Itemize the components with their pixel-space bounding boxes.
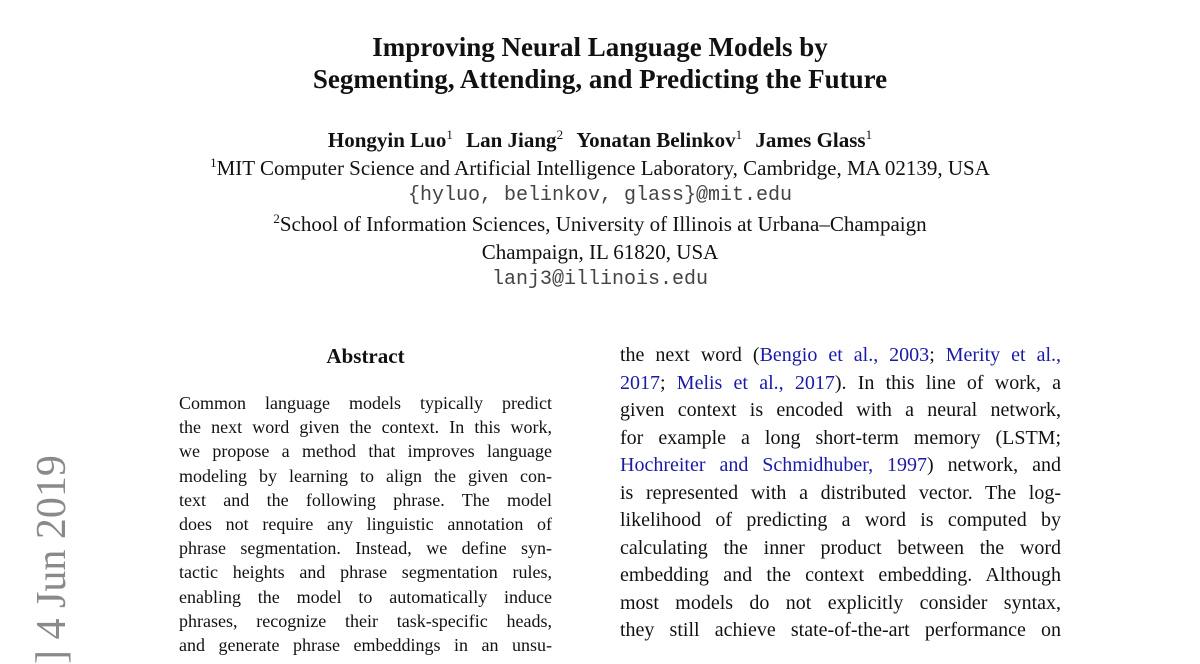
- citation-link[interactable]: Merity et al.,: [945, 344, 1062, 366]
- body-line: embedding and the context embedding. Although: [620, 564, 1061, 586]
- affiliation-2-city: Champaign, IL 61820, USA: [481, 240, 719, 264]
- author-block: [0, 126, 1200, 294]
- abstract-line: enabling the model to automatically induce: [179, 586, 552, 607]
- paper-title: [0, 31, 1200, 95]
- title-line-1: Improving Neural Language Models by: [372, 32, 828, 62]
- body-line: given context is encoded with a neural network,: [620, 399, 1061, 421]
- abstract-line: Common language models typically predict: [179, 393, 552, 413]
- body-line: the next word (Bengio et al., 2003; Merity et al.,: [620, 344, 1062, 366]
- email-1[interactable]: {hyluo, belinkov, glass}@mit.edu: [407, 184, 793, 207]
- affiliation-2: $^2$School of Information Sciences, University of Illinois at Urbana–Champaign: [273, 211, 927, 236]
- body-line: they still achieve state-of-the-art performance on: [620, 619, 1061, 641]
- email-2[interactable]: lanj3@illinois.edu: [491, 268, 709, 291]
- author: Hongyin Luo$^1$: [327, 127, 453, 152]
- abstract-line: phrases, recognize their task-specific heads,: [179, 610, 552, 631]
- abstract-line: text and the following phrase. The model: [179, 489, 552, 510]
- body-line: most models do not explicitly consider syntax,: [620, 591, 1061, 614]
- abstract-line: and generate phrase embeddings in an unsu-: [179, 635, 552, 656]
- body-line: is represented with a distributed vector. The log-: [620, 481, 1061, 504]
- abstract-line: phrase segmentation. Instead, we define syn-: [179, 538, 552, 559]
- intro-text: [620, 342, 1061, 645]
- abstract-heading: Abstract: [326, 344, 405, 368]
- arxiv-stamp: ] 4 Jun 2019: [29, 455, 75, 664]
- abstract-body: [179, 391, 552, 657]
- abstract-line: modeling by learning to align the given con-: [179, 465, 552, 486]
- citation-link[interactable]: Hochreiter and Schmidhuber, 1997: [620, 454, 928, 476]
- title-line-2: Segmenting, Attending, and Predicting the Future: [312, 64, 888, 94]
- affiliation-1: $^1$MIT Computer Science and Artificial Intelligence Laboratory, Cambridge, MA 02139, USA: [210, 155, 990, 180]
- body-line: likelihood of predicting a word is computed by: [620, 509, 1061, 531]
- abstract-line: tactic heights and phrase segmentation rules,: [179, 562, 552, 583]
- abstract-line: the next word given the context. In this work,: [179, 417, 552, 438]
- author-names: [0, 126, 1200, 154]
- citation-link[interactable]: 2017: [620, 371, 660, 394]
- body-line: 2017; Melis et al., 2017). In this line of work, a: [620, 371, 1061, 394]
- citation-link[interactable]: Melis et al., 2017: [676, 371, 835, 394]
- abstract-line: does not require any linguistic annotation of: [179, 514, 552, 535]
- author: James Glass$^1$: [755, 127, 873, 152]
- citation-link[interactable]: Bengio et al., 2003: [759, 344, 930, 366]
- body-line: calculating the inner product between the word: [620, 536, 1061, 559]
- body-line: for example a long short-term memory (LSTM;: [620, 426, 1061, 449]
- body-line: Hochreiter and Schmidhuber, 1997) network, and: [620, 454, 1061, 476]
- abstract-line: we propose a method that improves language: [179, 441, 552, 462]
- author: Lan Jiang$^2$: [466, 127, 564, 152]
- author: Yonatan Belinkov$^1$: [576, 127, 743, 152]
